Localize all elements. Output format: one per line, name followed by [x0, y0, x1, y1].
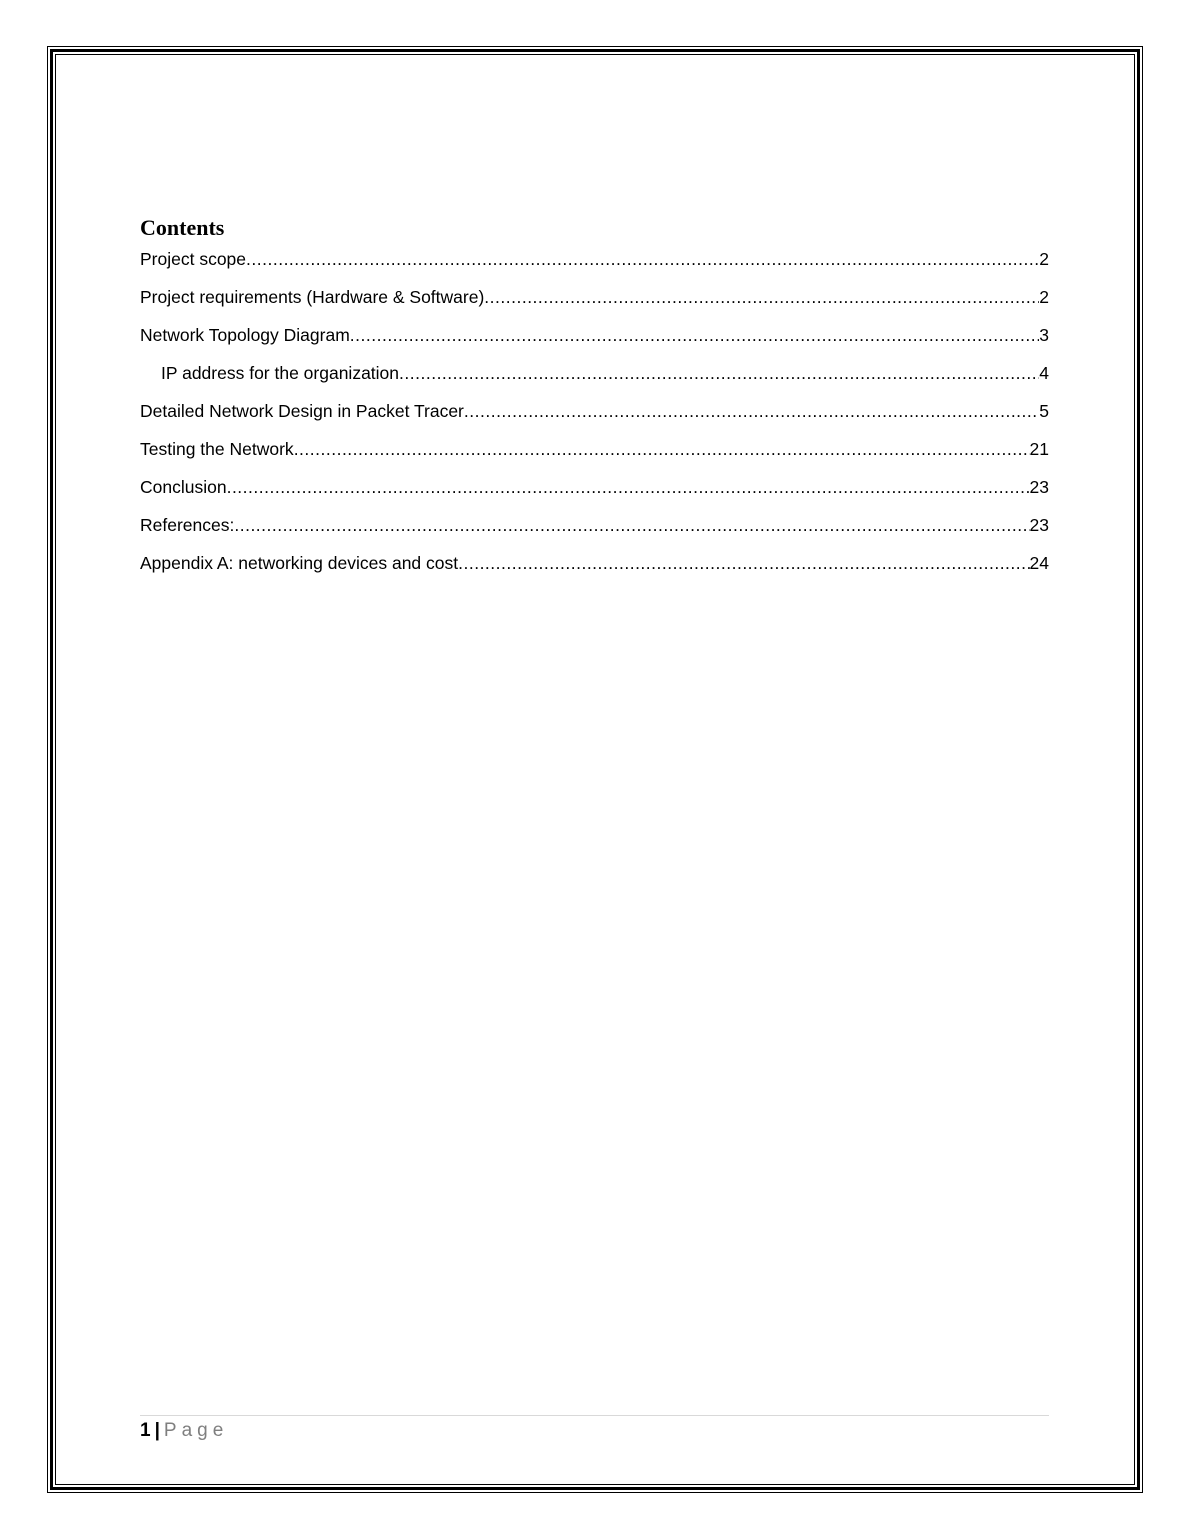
toc-dot-leader — [294, 436, 1030, 462]
toc-heading: Contents — [140, 215, 225, 240]
toc-entry-references[interactable] — [140, 512, 1049, 550]
toc-entry-title: IP address for the organization — [161, 363, 400, 383]
toc-entry-title: Project scope — [140, 249, 247, 269]
toc-entry-title: Project requirements (Hardware & Software) — [140, 287, 485, 307]
toc-entry-page: 4 — [1039, 363, 1049, 383]
toc-dot-leader — [399, 360, 1039, 386]
toc-entry-project-requirements[interactable] — [140, 284, 1049, 322]
toc-entry-title: Testing the Network — [140, 439, 294, 459]
toc-dot-leader — [234, 512, 1029, 538]
toc-dot-leader — [246, 246, 1039, 272]
toc-entry-page: 23 — [1029, 515, 1049, 535]
page-footer — [140, 1419, 228, 1443]
toc-entry-title: Appendix A: networking devices and cost — [140, 553, 459, 573]
footer-page-number: 1 — [140, 1420, 151, 1441]
toc-entry-network-topology-diagram[interactable] — [140, 322, 1049, 360]
toc-entry-title: Detailed Network Design in Packet Tracer — [140, 401, 464, 421]
toc-entry-appendix-a[interactable] — [140, 550, 1049, 588]
toc-dot-leader — [227, 474, 1030, 500]
toc-entry-title: Network Topology Diagram — [140, 325, 350, 345]
toc-dot-leader — [484, 284, 1039, 310]
toc-list — [140, 246, 1049, 588]
toc-entry-project-scope[interactable] — [140, 246, 1049, 284]
toc-entry-conclusion[interactable] — [140, 474, 1049, 512]
toc-dot-leader — [458, 550, 1029, 576]
toc-entry-page: 2 — [1039, 249, 1049, 269]
toc-entry-title: References: — [140, 515, 235, 535]
toc-entry-page: 23 — [1029, 477, 1049, 497]
footer-page-label: Page — [163, 1420, 229, 1441]
footer-separator: | — [154, 1420, 160, 1441]
toc-entry-page: 5 — [1039, 401, 1049, 421]
toc-entry-page: 21 — [1029, 439, 1049, 459]
toc-entry-page: 3 — [1039, 325, 1049, 345]
toc-entry-page: 2 — [1039, 287, 1049, 307]
toc-entry-testing-the-network[interactable] — [140, 436, 1049, 474]
toc-entry-ip-address[interactable] — [140, 360, 1049, 398]
toc-entry-detailed-network-design[interactable] — [140, 398, 1049, 436]
footer-divider — [140, 1415, 1049, 1416]
toc-dot-leader — [464, 398, 1039, 424]
toc-entry-page: 24 — [1029, 553, 1049, 573]
toc-dot-leader — [350, 322, 1039, 348]
toc-entry-title: Conclusion — [140, 477, 227, 497]
